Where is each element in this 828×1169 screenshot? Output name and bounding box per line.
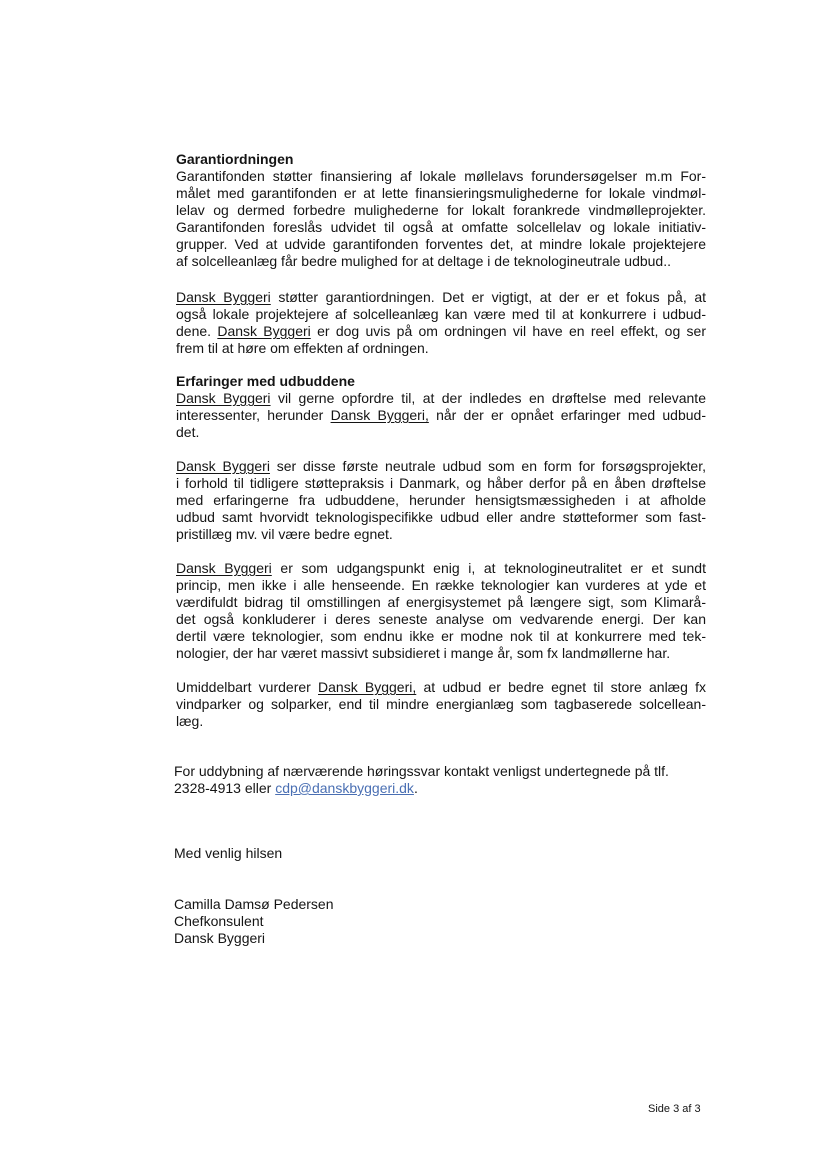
text-line: dertil være teknologier, som endnu ikke er modne nok til at konkurrere med tek- <box>176 628 706 644</box>
text-line: målet med garantifonden er at lette finansieringsmulighederne for lokale vindmøl- <box>176 185 706 201</box>
signature-block <box>174 896 704 947</box>
text-fragment: dene. <box>176 323 218 339</box>
signature-organization: Dansk Byggeri <box>174 930 266 946</box>
text-line: det også konkluderer i deres seneste analyse om vedvarende energi. Der kan <box>176 611 706 627</box>
org-name: Dansk Byggeri <box>217 323 311 339</box>
text-fragment: ser disse første neutrale udbud som en form for forsøgsprojekter, <box>269 458 706 474</box>
paragraph-support-text <box>176 289 706 357</box>
text-line: princip, men ikke i alle henseende. En række teknologier kan vurderes at yde et <box>176 577 706 593</box>
text-line <box>176 458 706 475</box>
closing-text: Med venlig hilsen <box>174 845 283 861</box>
text-line <box>176 560 706 577</box>
section-heading-erfaringer: Erfaringer med udbuddene <box>176 373 355 389</box>
text-line: For uddybning af nærværende høringssvar kontakt venligst undertegnede på tlf. <box>174 763 669 779</box>
text-fragment: . <box>413 780 418 796</box>
paragraph-support <box>176 289 706 357</box>
text-fragment: 2328-4913 eller <box>174 780 276 796</box>
text-fragment: interessenter, herunder <box>176 407 331 423</box>
text-line <box>176 390 706 407</box>
text-line <box>176 289 706 306</box>
email-link[interactable]: cdp@danskbyggeri.dk <box>275 780 414 796</box>
text-line: også lokale projektejere af solcelleanlæg kan være med til at konkurrere i udbud- <box>176 306 706 322</box>
text-line: Garantifonden foreslås udvidet til også at omfatte solcellelav og lokale initiativ- <box>176 219 706 235</box>
page-number: Side 3 af 3 <box>648 1103 701 1115</box>
text-line: af solcelleanlæg får bedre mulighed for at deltage i de teknologineutrale udbud.. <box>176 253 671 269</box>
text-line <box>176 323 706 340</box>
text-fragment: når der er opnået erfaringer med udbud- <box>428 407 706 423</box>
text-line: Garantifonden støtter finansiering af lokale møllelavs forundersøgelser m.m For- <box>176 168 706 184</box>
org-name: Dansk Byggeri <box>176 560 272 576</box>
text-line: det. <box>176 424 200 440</box>
text-fragment: er som udgangspunkt enig i, at teknologineutralitet er et sundt <box>271 560 706 576</box>
text-line: i forhold til tidligere støttepraksis i Danmark, og håber derfor på en åben drøftelse <box>176 475 706 491</box>
paragraph-assessment-text <box>176 679 706 730</box>
text-line: lelav og dermed forbedre mulighederne for lokalt forankrede vindmølleprojekter. <box>176 202 706 218</box>
text-line: frem til at høre om effekten af ordningen. <box>176 340 429 356</box>
org-name: Dansk Byggeri <box>176 289 271 305</box>
org-name: Dansk Byggeri, <box>318 679 417 695</box>
text-line: læg. <box>176 713 204 729</box>
text-line: grupper. Ved at udvide garantifonden forventes det, at mindre lokale projektejere <box>176 236 706 252</box>
closing-block <box>174 845 704 862</box>
text-line: vindparker og solparker, end til mindre energianlæg som tagbaserede solcellean- <box>176 696 706 712</box>
text-line: udbud samt hvorvidt teknologispecifikke udbud eller andre støtteformer som fast- <box>176 509 706 525</box>
signature-title: Chefkonsulent <box>174 913 264 929</box>
text-fragment: vil gerne opfordre til, at der indledes en drøftelse med relevante <box>270 390 706 406</box>
text-line: nologier, der har været massivt subsidieret i mange år, som fx landmøllerne har. <box>176 645 671 661</box>
text-line: værdifuldt bidrag til omstillingen af energisystemet på længere sigt, som Klimarå- <box>176 594 706 610</box>
text-line: pristillæg mv. vil være bedre egnet. <box>176 526 393 542</box>
org-name: Dansk Byggeri, <box>330 407 429 423</box>
text-line <box>176 407 706 424</box>
contact-text <box>174 763 704 797</box>
section-garantiordningen <box>176 151 706 270</box>
text-line: med erfaringerne fra udbuddene, herunder hensigtsmæssigheden i at afholde <box>176 492 706 508</box>
paragraph-assessment <box>176 679 706 730</box>
paragraph-trial-projects <box>176 458 706 543</box>
text-fragment: er dog uvis på om ordningen vil have en reel effekt, og ser <box>310 323 706 339</box>
text-fragment: at udbud er bedre egnet til store anlæg fx <box>416 679 706 695</box>
signature-name: Camilla Damsø Pedersen <box>174 896 334 912</box>
paragraph-neutrality-text <box>176 560 706 662</box>
section-erfaringer <box>176 373 706 441</box>
paragraph-garantifonden <box>176 168 706 270</box>
org-name: Dansk Byggeri <box>176 390 271 406</box>
text-line <box>174 780 704 797</box>
paragraph-trial-text <box>176 458 706 543</box>
text-fragment: Umiddelbart vurderer <box>176 679 319 695</box>
section-heading-garantiordningen: Garantiordningen <box>176 151 294 167</box>
org-name: Dansk Byggeri <box>176 458 270 474</box>
paragraph-erfaringer <box>176 390 706 441</box>
text-fragment: støtter garantiordningen. Det er vigtigt, at der er et fokus på, at <box>270 289 706 305</box>
paragraph-neutrality <box>176 560 706 662</box>
contact-block <box>174 763 704 797</box>
text-line <box>176 679 706 696</box>
